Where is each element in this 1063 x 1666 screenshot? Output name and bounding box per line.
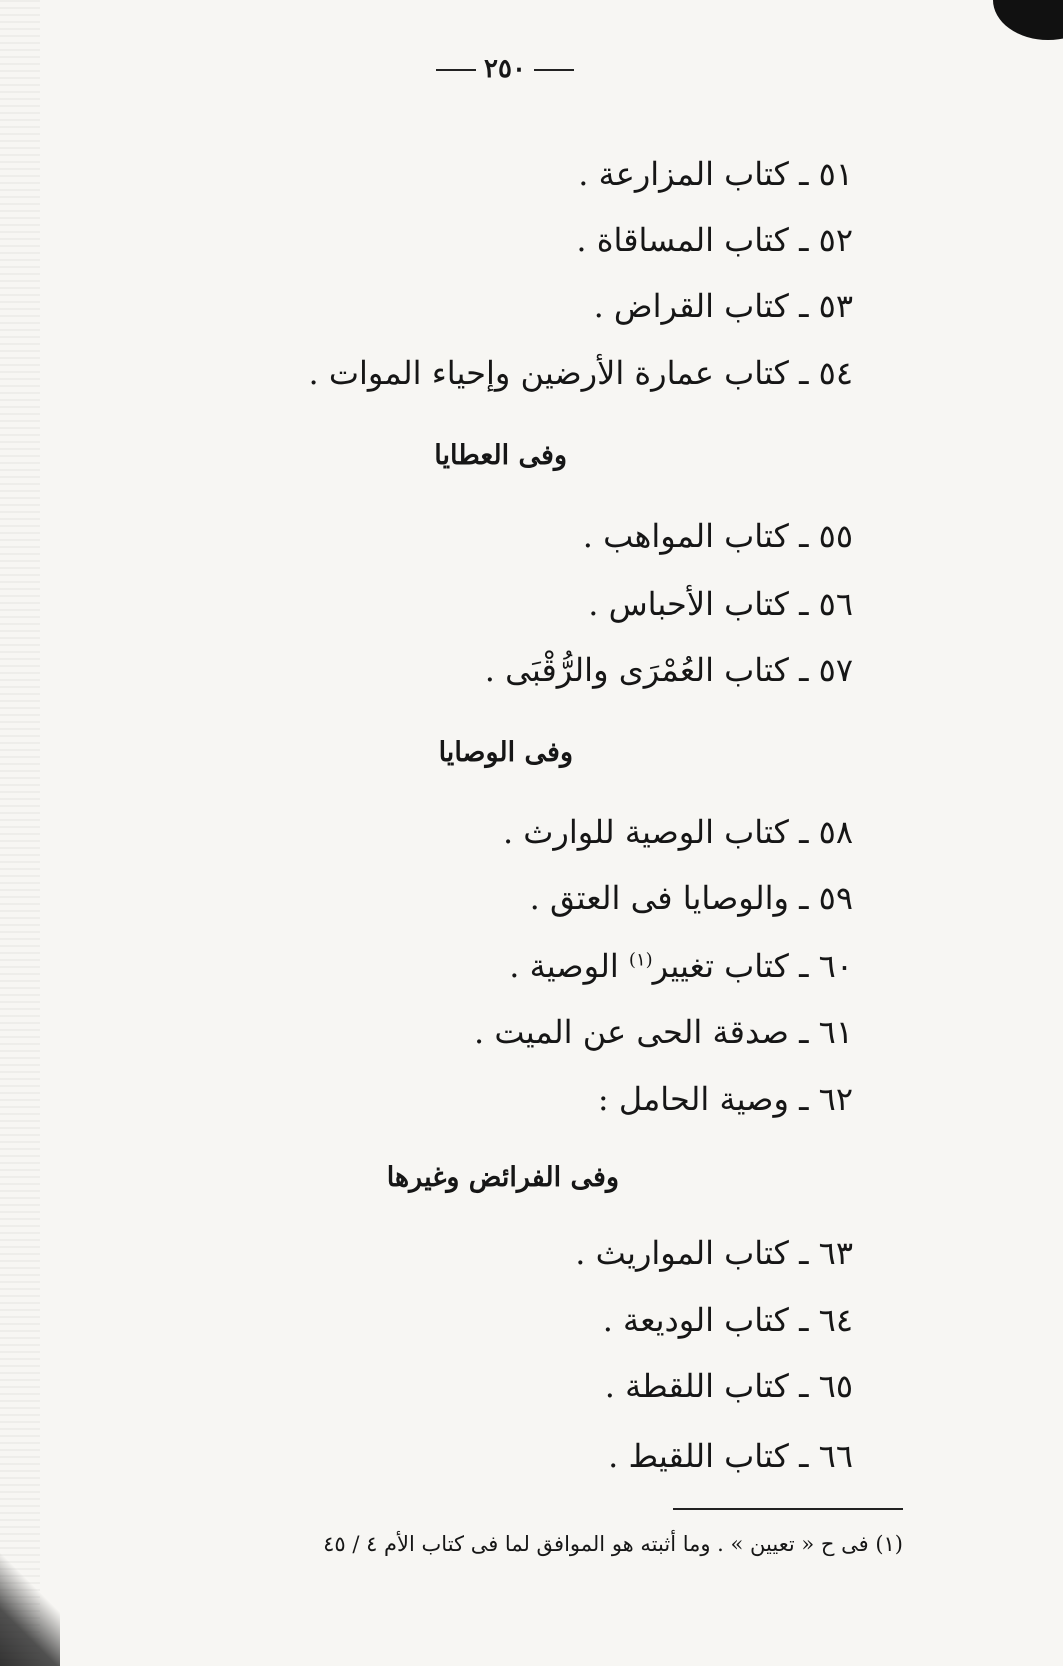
heading-gifts: وفى العطايا — [434, 440, 567, 471]
entry-52: ٥٢ ـ كتاب المساقاة . — [576, 221, 853, 259]
entry-60: ٦٠ ـ كتاب تغيير$^{(١)}$ الوصية . — [509, 947, 853, 985]
entry-55: ٥٥ ـ كتاب المواهب . — [582, 517, 853, 555]
entry-54: ٥٤ ـ كتاب عمارة الأرضين وإحياء الموات . — [308, 354, 853, 392]
footnote-marker: (١) — [628, 949, 653, 971]
entry-62: ٦٢ ـ وصية الحامل : — [597, 1080, 853, 1118]
heading-wills: وفى الوصايا — [438, 737, 573, 768]
entry-61: ٦١ ـ صدقة الحى عن الميت . — [473, 1013, 853, 1051]
heading-inheritance: وفى الفرائض وغيرها — [386, 1162, 619, 1193]
bottom-corner-shadow — [0, 1536, 60, 1666]
corner-ink-blot — [993, 0, 1063, 40]
entry-64: ٦٤ ـ كتاب الوديعة . — [602, 1301, 853, 1339]
entry-65: ٦٥ ـ كتاب اللقطة . — [604, 1367, 853, 1405]
entry-51: ٥١ ـ كتاب المزارعة . — [578, 155, 853, 193]
page-number-text: ٢٥٠ — [484, 54, 526, 84]
entry-63: ٦٣ ـ كتاب المواريث . — [575, 1234, 853, 1272]
entry-53: ٥٣ ـ كتاب القراض . — [593, 287, 853, 325]
entry-66: ٦٦ ـ كتاب اللقيط . — [608, 1437, 853, 1475]
page-number-dash-right — [436, 69, 476, 71]
entry-57: ٥٧ ـ كتاب العُمْرَى والرُّقْبَى . — [484, 651, 853, 689]
page-number-dash-left — [534, 69, 574, 71]
entry-59: ٥٩ ـ والوصايا فى العتق . — [529, 879, 853, 917]
entry-58: ٥٨ ـ كتاب الوصية للوارث . — [502, 813, 853, 851]
entry-56: ٥٦ ـ كتاب الأحباس . — [588, 585, 853, 623]
footnote-rule — [673, 1508, 903, 1510]
page-number — [400, 54, 610, 84]
scan-edge-noise — [0, 0, 40, 1666]
footnote: (١) فى ح « تعيين » . وما أثبته هو الموافق لما فى كتاب الأم ٤ / ٤٥ — [323, 1532, 903, 1556]
